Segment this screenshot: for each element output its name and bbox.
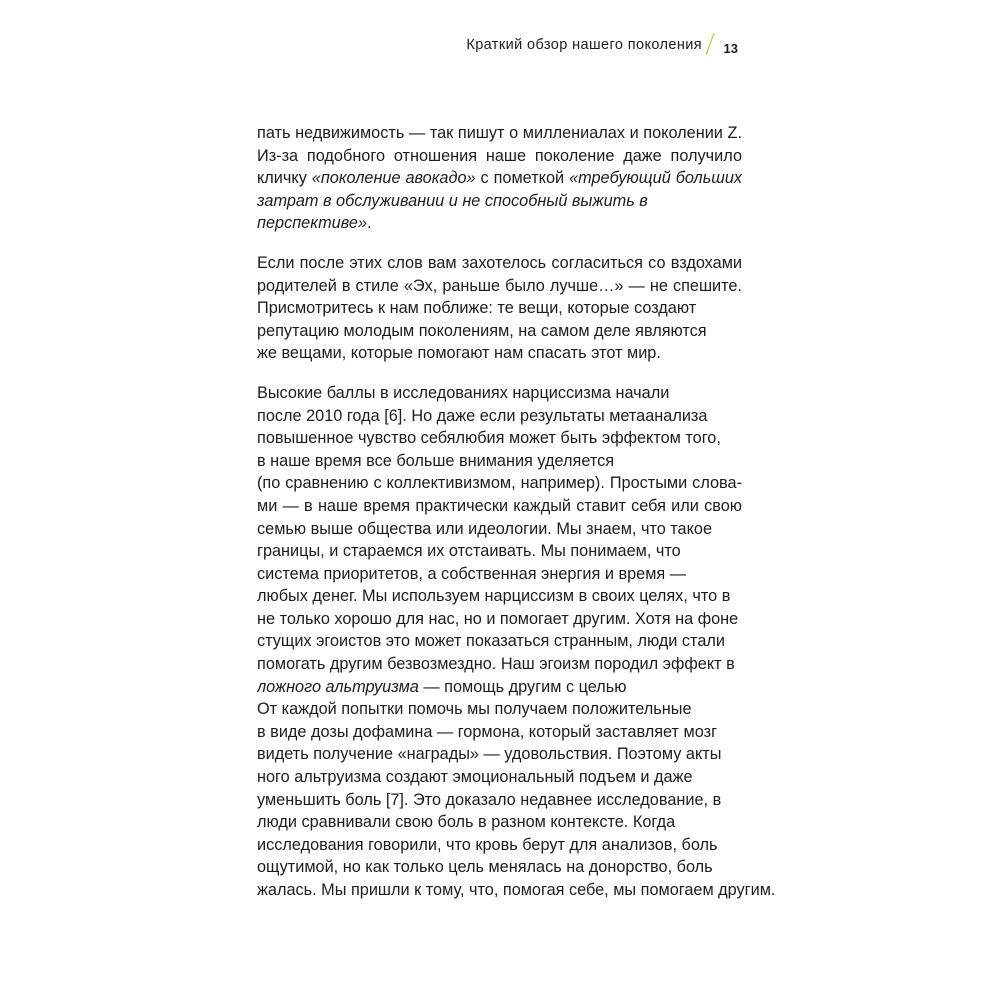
text-line	[257, 320, 742, 343]
text-segment: границы, и стараемся их отстаивать. Мы понимаем, что	[257, 542, 681, 561]
text-line	[257, 540, 742, 563]
italic-text: ложного альтруизма	[257, 677, 419, 696]
text-segment: после 2010 года [6]. Но даже если результаты метаанализа	[257, 406, 708, 425]
italic-text: затрат в обслуживании и не способный выжить в	[257, 191, 648, 210]
text-line	[257, 212, 742, 235]
text-segment: родителей в стиле «Эх, раньше было лучше…» — не спешите.	[257, 276, 742, 295]
text-line	[257, 342, 742, 365]
text-line	[257, 122, 742, 145]
text-line	[257, 585, 742, 608]
text-line	[257, 297, 742, 320]
text-line	[257, 495, 742, 518]
text-line	[257, 653, 742, 676]
text-line	[257, 879, 776, 902]
text-line	[257, 811, 742, 834]
text-segment: ного альтруизма создают эмоциональный подъем и даже	[257, 768, 693, 787]
text-segment: не только хорошо для нас, но и помогает другим. Хотя на фоне	[257, 609, 739, 628]
text-segment: исследования говорили, что кровь берут для анализов, боль	[257, 835, 718, 854]
text-segment: кличку	[257, 169, 312, 188]
text-line	[257, 145, 742, 168]
text-segment: Если после этих слов вам захотелось согласиться со вздохами	[257, 253, 742, 272]
text-line	[257, 856, 742, 879]
text-line	[257, 834, 742, 857]
text-segment: уменьшить боль [7]. Это доказало недавнее исследование, в	[257, 790, 722, 809]
italic-text: «требующий больших	[569, 169, 742, 188]
text-segment: пать недвижимость — так пишут о миллениалах и поколении Z.	[257, 124, 742, 142]
running-title: Краткий обзор нашего поколения	[466, 37, 702, 53]
text-segment: От каждой попытки помочь мы получаем положительные	[257, 700, 692, 719]
text-segment: ми — в наше время практически каждый ставит себя или свою	[257, 496, 742, 515]
paragraph	[257, 122, 742, 235]
slash-divider-icon	[704, 32, 716, 56]
paragraph	[257, 252, 742, 365]
text-line	[257, 427, 742, 450]
text-line	[257, 563, 742, 586]
paragraph	[257, 382, 776, 902]
text-segment: Из-за подобного отношения наше поколение даже получило	[257, 146, 742, 165]
text-line	[257, 743, 742, 766]
text-segment: же вещами, которые помогают нам спасать этот мир.	[257, 344, 661, 363]
text-segment: Высокие баллы в исследованиях нарциссизма начали	[257, 383, 670, 402]
text-line	[257, 382, 742, 405]
text-segment: повышенное чувство себялюбия может быть эффектом того,	[257, 429, 721, 448]
text-segment: (по сравнению с коллективизмом, например). Простыми слова-	[257, 474, 742, 493]
text-segment: стущих эгоистов это может показаться странным, люди стали	[257, 632, 725, 651]
text-line	[257, 275, 742, 298]
text-segment: Присмотритесь к нам поближе: те вещи, которые создают	[257, 299, 697, 318]
text-line	[257, 721, 742, 744]
text-line	[257, 190, 742, 213]
text-segment: — помощь другим с целью	[423, 677, 627, 696]
text-segment: репутацию молодым поколениям, на самом деле являются	[257, 321, 707, 340]
text-segment: жалась. Мы пришли к тому, что, помогая себе, мы помогаем другим.	[257, 881, 776, 899]
text-segment: семью выше общества или идеологии. Мы знаем, что такое	[257, 519, 713, 538]
text-line	[257, 518, 742, 541]
text-line	[257, 252, 742, 275]
text-line	[257, 167, 742, 190]
text-segment: помогать другим безвозмездно. Наш эгоизм породил эффект в	[257, 655, 735, 674]
text-line	[257, 405, 742, 428]
text-line	[257, 676, 742, 699]
text-line	[257, 789, 742, 812]
text-line	[257, 608, 742, 631]
text-segment: ощутимой, но как только цель менялась на донорство, боль	[257, 858, 713, 877]
text-segment: в виде дозы дофамина — гормона, который заставляет мозг	[257, 722, 718, 741]
page-number: 13	[723, 41, 738, 56]
text-line	[257, 630, 742, 653]
running-head	[440, 33, 760, 57]
italic-text: «поколение авокадо»	[311, 169, 476, 188]
text-line	[257, 766, 742, 789]
text-segment: в наше время все больше внимания уделяется	[257, 451, 615, 470]
text-segment: с пометкой	[475, 169, 570, 188]
text-segment: система приоритетов, а собственная энергия и время —	[257, 564, 687, 583]
text-line	[257, 472, 742, 495]
text-segment: любых денег. Мы используем нарциссизм в своих целях, что в	[257, 587, 731, 606]
text-segment: .	[366, 214, 372, 233]
text-line	[257, 450, 742, 473]
text-segment: люди сравнивали свою боль в разном контексте. Когда	[257, 813, 676, 832]
body-text	[257, 122, 776, 919]
text-segment: видеть получение «награды» — удовольствия. Поэтому акты	[257, 745, 722, 764]
italic-text: перспективе»	[257, 214, 367, 233]
text-line	[257, 698, 742, 721]
